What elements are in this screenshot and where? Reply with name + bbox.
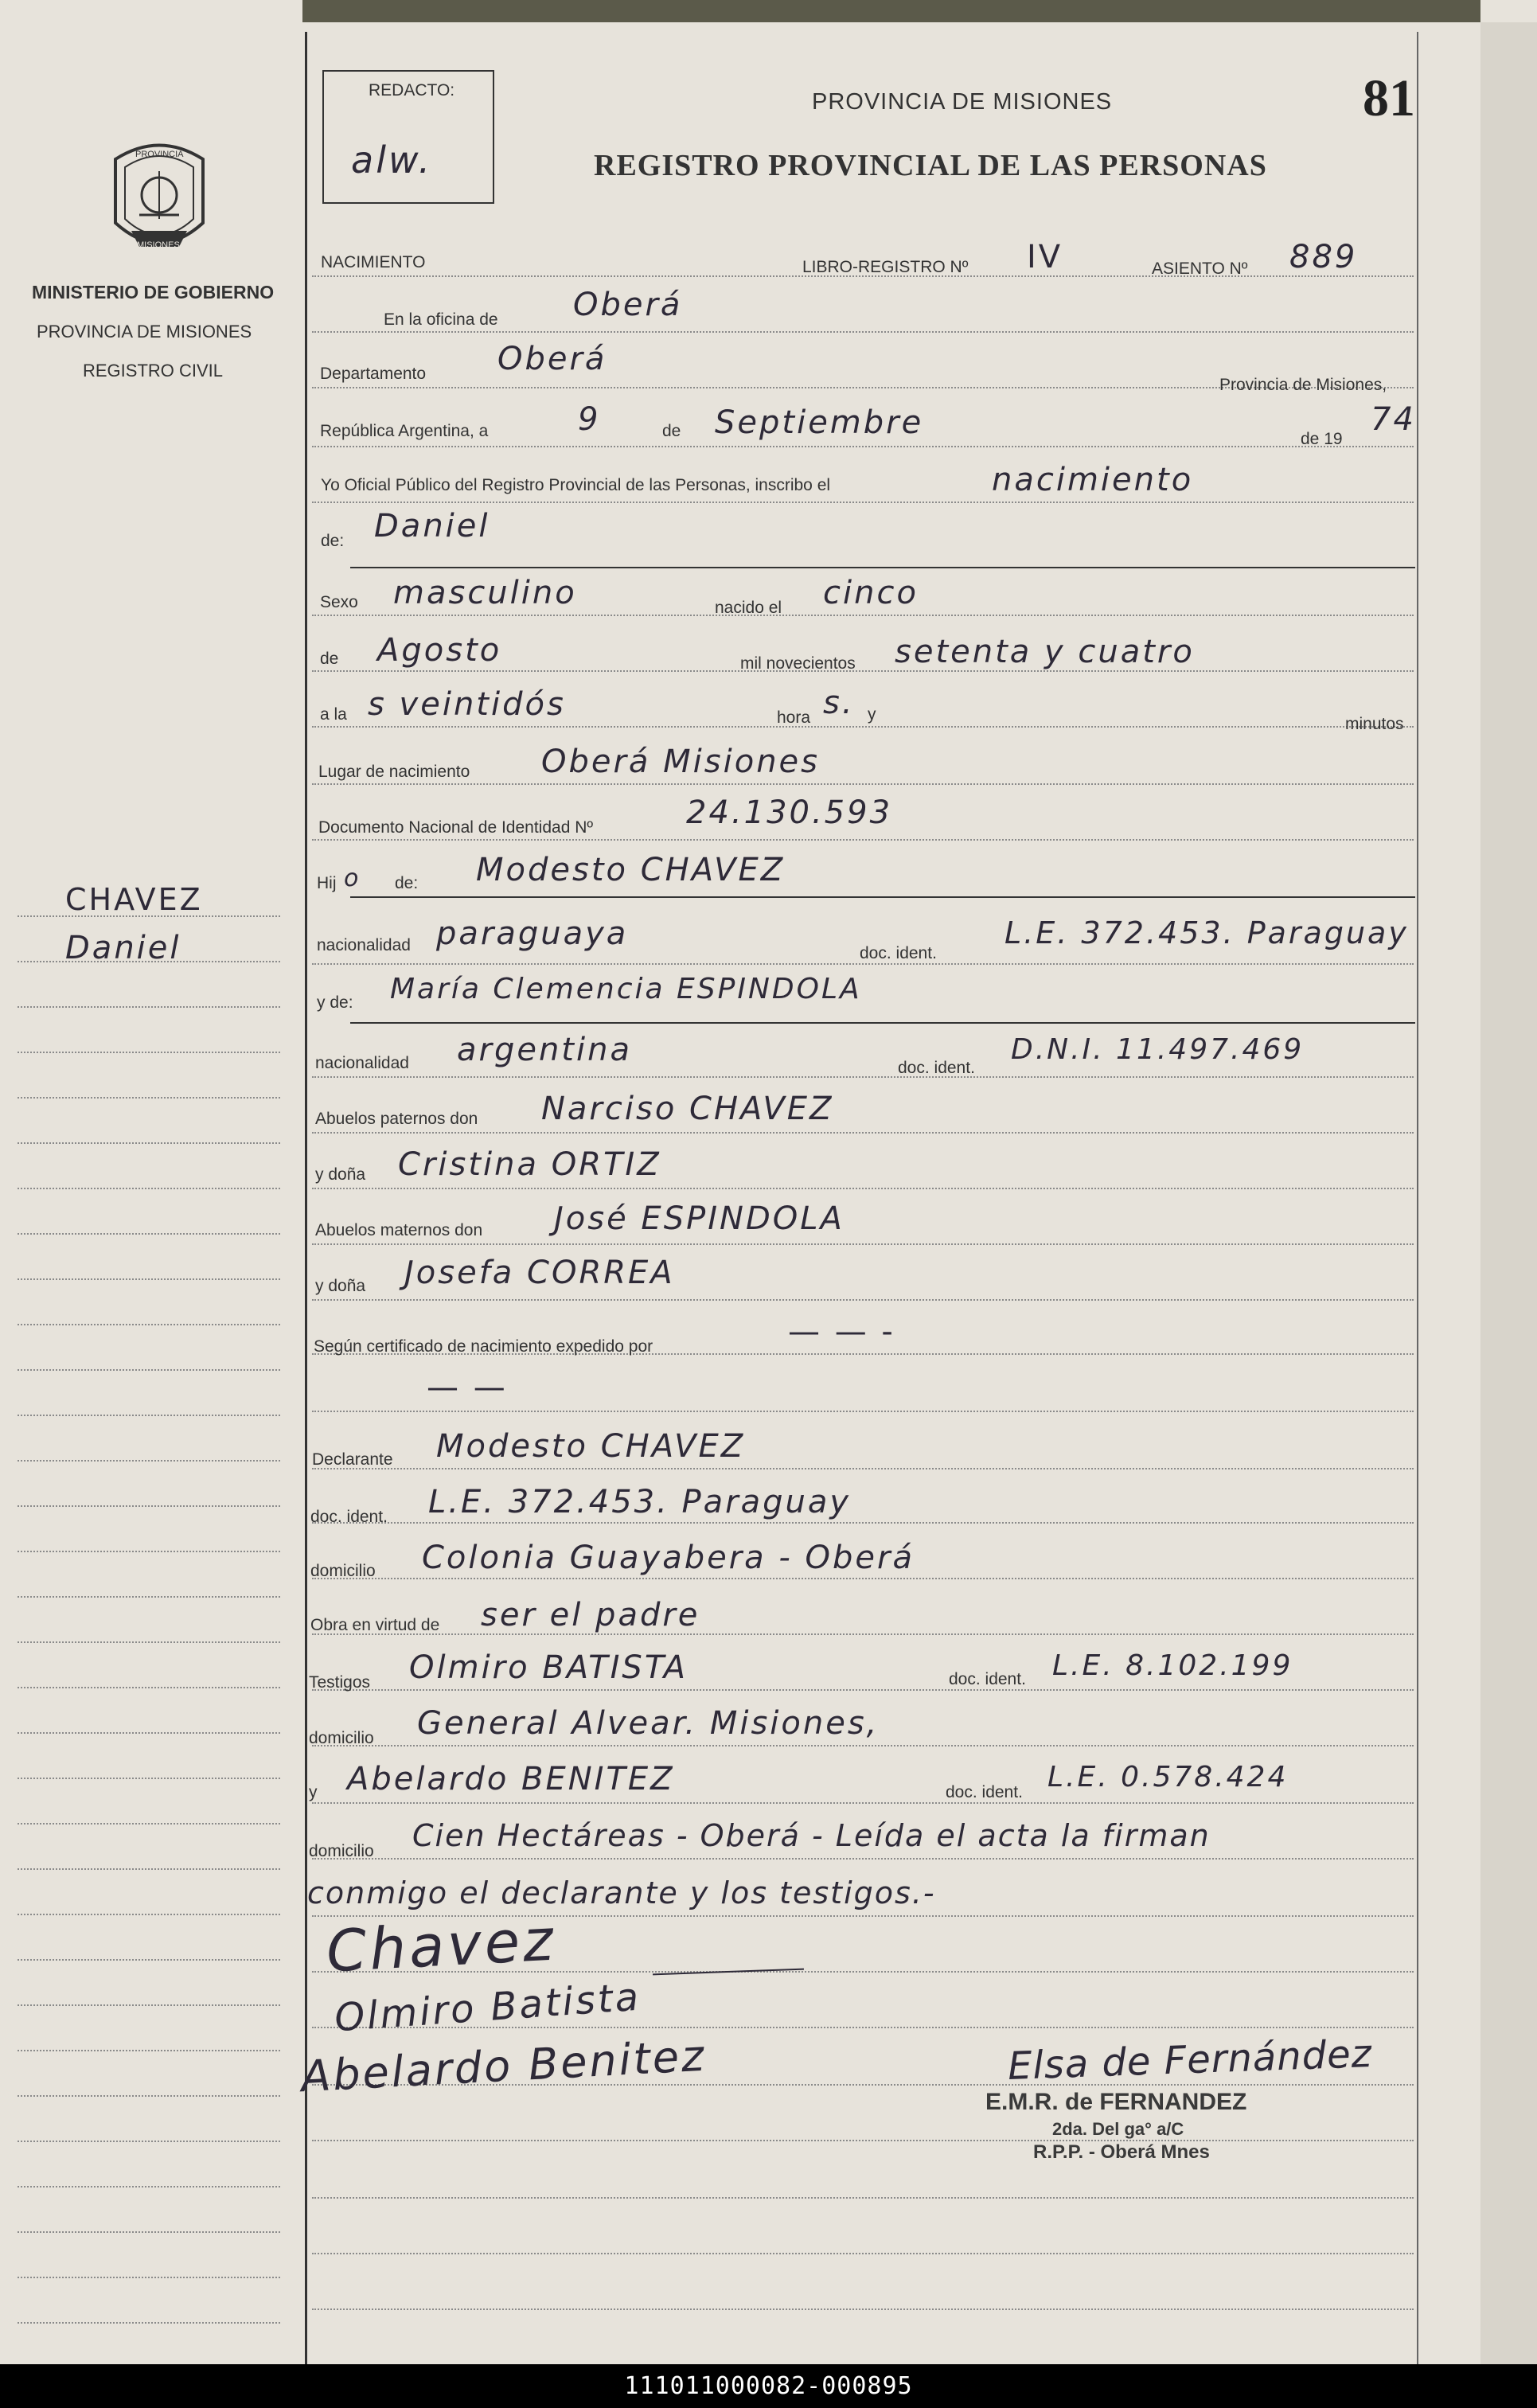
hora-value: s veintidós	[368, 686, 566, 723]
margin-line	[18, 1732, 280, 1735]
nacido-label: nacido el	[715, 599, 782, 617]
form-line	[312, 331, 1414, 334]
margin-line	[18, 1778, 280, 1780]
libro-value: IV	[1027, 239, 1063, 275]
margin-line	[18, 1188, 280, 1190]
margin-name: Daniel	[65, 930, 181, 966]
abp-label: Abuelos paternos don	[315, 1110, 478, 1128]
dni-value: 24.130.593	[686, 794, 893, 831]
registro-civil-heading: REGISTRO CIVIL	[83, 361, 224, 381]
doc1-value: L.E. 372.453. Paraguay	[1005, 915, 1409, 950]
margin-line	[18, 1460, 280, 1462]
margin-line	[18, 1687, 280, 1689]
form-line	[312, 1411, 1414, 1413]
nombre-value: Daniel	[374, 508, 490, 544]
doc2-value: D.N.I. 11.497.469	[1011, 1033, 1305, 1066]
margin-line	[18, 2050, 280, 2052]
signature-declarante: Chavez	[324, 1906, 558, 1985]
form-line	[312, 1522, 1414, 1524]
image-id-footer: 111011000082-000895	[0, 2364, 1537, 2408]
hora-mark: s.	[823, 685, 855, 721]
ala-label: a la	[320, 705, 347, 724]
margin-line	[18, 2322, 280, 2324]
sexo-value: masculino	[393, 575, 577, 611]
margin-line	[18, 1551, 280, 1553]
doct1-label: doc. ident.	[949, 1670, 1026, 1688]
left-column-rule	[305, 32, 307, 2364]
dni-label: Documento Nacional de Identidad Nº	[318, 818, 594, 837]
redacto-label: REDACTO:	[369, 81, 455, 100]
stamp-line-1: E.M.R. de FERNANDEZ	[985, 2089, 1247, 2115]
form-line	[312, 1188, 1414, 1190]
margin-line	[18, 1596, 280, 1598]
form-solid-line	[350, 896, 1415, 898]
form-line	[312, 726, 1414, 728]
page-right-edge	[1480, 22, 1537, 2364]
declarante-label: Declarante	[312, 1450, 393, 1469]
segun-value: — — -	[788, 1313, 895, 1350]
mes-nac-value: Agosto	[377, 632, 502, 669]
yo-oficial-label: Yo Oficial Público del Registro Provincial de las Personas, inscribo el	[321, 476, 831, 494]
departamento-value: Oberá	[497, 341, 607, 377]
abm2-value: Josefa CORREA	[404, 1255, 675, 1291]
abm-value: José ESPINDOLA	[554, 1200, 845, 1237]
provincia-title: PROVINCIA DE MISIONES	[812, 89, 1113, 115]
margin-line	[18, 2186, 280, 2188]
y-label: y	[868, 705, 876, 724]
margin-line	[18, 1959, 280, 1961]
testigos-label: Testigos	[309, 1673, 371, 1692]
doc2-label: doc. ident.	[898, 1059, 975, 1077]
signature-oficial: Elsa de Fernández	[1007, 2031, 1373, 2089]
margin-line	[18, 915, 280, 918]
asiento-label: ASIENTO Nº	[1152, 260, 1248, 278]
departamento-label: Departamento	[320, 365, 427, 383]
de-label: de	[662, 422, 681, 440]
form-line	[312, 2308, 1414, 2311]
form-line	[312, 1243, 1414, 1246]
redacto-value: alw.	[351, 139, 433, 181]
declarante-value: Modesto CHAVEZ	[436, 1428, 746, 1465]
form-line	[312, 1858, 1414, 1860]
lugar-value: Oberá Misiones	[541, 743, 821, 780]
obra-label: Obra en virtud de	[310, 1616, 440, 1634]
abp2-value: Cristina ORTIZ	[398, 1146, 661, 1183]
abm-label: Abuelos maternos don	[315, 1221, 483, 1239]
minutos-label: minutos	[1345, 715, 1404, 733]
docd-label: doc. ident.	[310, 1508, 388, 1526]
de2-label: de	[320, 650, 339, 668]
signature-testigo-1: Olmiro Batista	[333, 1974, 642, 2041]
yde-label: y de:	[317, 993, 353, 1012]
nac2-label: nacionalidad	[315, 1054, 409, 1072]
de-colon-label: de:	[321, 532, 345, 550]
form-line	[312, 2197, 1414, 2199]
form-line	[312, 963, 1414, 966]
form-line	[312, 783, 1414, 786]
form-line	[312, 1802, 1414, 1805]
margin-line	[18, 1142, 280, 1145]
margin-line	[18, 1233, 280, 1235]
segun-label: Según certificado de nacimiento expedido por	[314, 1337, 653, 1356]
provincia-heading: PROVINCIA DE MISIONES	[37, 322, 252, 341]
padre-value: Modesto CHAVEZ	[476, 852, 786, 888]
doct2-value: L.E. 0.578.424	[1047, 1761, 1289, 1793]
t1-value: Olmiro BATISTA	[409, 1649, 688, 1686]
stamp-line-3: R.P.P. - Oberá Mnes	[1033, 2141, 1210, 2163]
hijo-o: o	[344, 864, 361, 892]
stamp-line-2: 2da. Del ga° a/C	[1052, 2119, 1184, 2139]
hijo-label-b: de:	[395, 874, 419, 892]
nac1-label: nacionalidad	[317, 936, 411, 954]
form-line	[312, 1578, 1414, 1580]
form-line	[312, 1689, 1414, 1692]
margin-line	[18, 1097, 280, 1099]
signature-testigo-2: Abelardo Benitez	[299, 2030, 708, 2102]
dom3-label: domicilio	[309, 1842, 374, 1860]
anio-value: 74	[1371, 401, 1416, 438]
form-line	[312, 2253, 1414, 2255]
form-line	[312, 502, 1414, 504]
margin-line	[18, 1823, 280, 1825]
form-line	[312, 446, 1414, 448]
ydona1-label: y doña	[315, 1165, 366, 1184]
inscribo-value: nacimiento	[992, 462, 1194, 498]
page-top-edge	[302, 0, 1480, 22]
oficina-label: En la oficina de	[384, 310, 498, 329]
margin-line	[18, 2004, 280, 2007]
margin-line	[18, 1052, 280, 1054]
margin-line	[18, 1324, 280, 1326]
margin-line	[18, 2277, 280, 2279]
doc1-label: doc. ident.	[860, 944, 937, 962]
hijo-label-a: Hij	[317, 874, 337, 892]
form-line	[312, 1633, 1414, 1636]
margin-line	[18, 1369, 280, 1372]
hora-label: hora	[777, 708, 811, 727]
margin-line	[18, 1415, 280, 1417]
margin-line	[18, 1278, 280, 1281]
form-line	[312, 1468, 1414, 1470]
page-title: REGISTRO PROVINCIAL DE LAS PERSONAS	[594, 149, 1267, 182]
seal-top-text: PROVINCIA	[135, 150, 184, 159]
provincia-suffix: Provincia de Misiones,	[1219, 376, 1387, 394]
dom2-value: General Alvear. Misiones,	[417, 1705, 880, 1742]
redacto-box	[322, 70, 494, 204]
form-line	[312, 1745, 1414, 1747]
republica-label: República Argentina, a	[320, 422, 489, 440]
form-line	[312, 839, 1414, 841]
form-line	[312, 1299, 1414, 1302]
lugar-label: Lugar de nacimiento	[318, 763, 470, 781]
margin-line	[18, 1641, 280, 1644]
margin-line	[18, 1914, 280, 1916]
form-line	[312, 1132, 1414, 1134]
nac1-value: paraguaya	[436, 915, 629, 952]
ministerio-heading: MINISTERIO DE GOBIERNO	[32, 282, 275, 302]
libro-label: LIBRO-REGISTRO Nº	[802, 258, 969, 276]
asiento-value: 889	[1289, 239, 1358, 275]
right-column-rule	[1417, 32, 1418, 2364]
margin-line	[18, 2095, 280, 2098]
abp-value: Narciso CHAVEZ	[541, 1091, 834, 1127]
anio-label: de 19	[1301, 430, 1343, 448]
doct2-label: doc. ident.	[946, 1783, 1023, 1801]
mes-value: Septiembre	[715, 404, 924, 441]
segun-value-2: — —	[427, 1369, 508, 1406]
dom1-value: Colonia Guayabera - Oberá	[422, 1540, 915, 1576]
form-line	[312, 670, 1414, 673]
dia-value: 9	[578, 401, 601, 438]
mil-label: mil novecientos	[740, 654, 856, 673]
margin-line	[18, 1006, 280, 1009]
dom3-value: Cien Hectáreas - Oberá - Leída el acta la firman	[412, 1818, 1211, 1853]
form-solid-line	[350, 567, 1415, 568]
ydona2-label: y doña	[315, 1277, 366, 1295]
form-line	[312, 615, 1414, 617]
seal-bottom-text: MISIONES	[137, 240, 180, 250]
sexo-label: Sexo	[320, 593, 358, 611]
y2-label: y	[309, 1783, 318, 1801]
doct1-value: L.E. 8.102.199	[1052, 1649, 1293, 1682]
t2-value: Abelardo BENITEZ	[347, 1761, 675, 1797]
cierre-value: conmigo el declarante y los testigos.-	[307, 1875, 936, 1910]
margin-line	[18, 1868, 280, 1871]
margin-line	[18, 2231, 280, 2234]
page-number: 81	[1363, 69, 1415, 127]
form-line	[312, 2140, 1414, 2142]
madre-value: María Clemencia ESPINDOLA	[390, 973, 862, 1005]
obra-value: ser el padre	[481, 1597, 700, 1633]
nacido-value: cinco	[823, 575, 919, 611]
anio-nac-value: setenta y cuatro	[895, 634, 1195, 670]
oficina-value: Oberá	[573, 287, 683, 323]
docd-value: L.E. 372.453. Paraguay	[428, 1484, 852, 1520]
dom2-label: domicilio	[309, 1729, 374, 1747]
margin-line	[18, 2141, 280, 2143]
form-solid-line	[350, 1022, 1415, 1024]
nac2-value: argentina	[457, 1032, 632, 1068]
dom1-label: domicilio	[310, 1562, 376, 1580]
nacimiento-label: NACIMIENTO	[321, 253, 426, 271]
margin-line	[18, 1505, 280, 1508]
margin-surname: CHAVEZ	[65, 882, 203, 917]
margin-line	[18, 961, 280, 963]
form-line	[312, 1076, 1414, 1079]
